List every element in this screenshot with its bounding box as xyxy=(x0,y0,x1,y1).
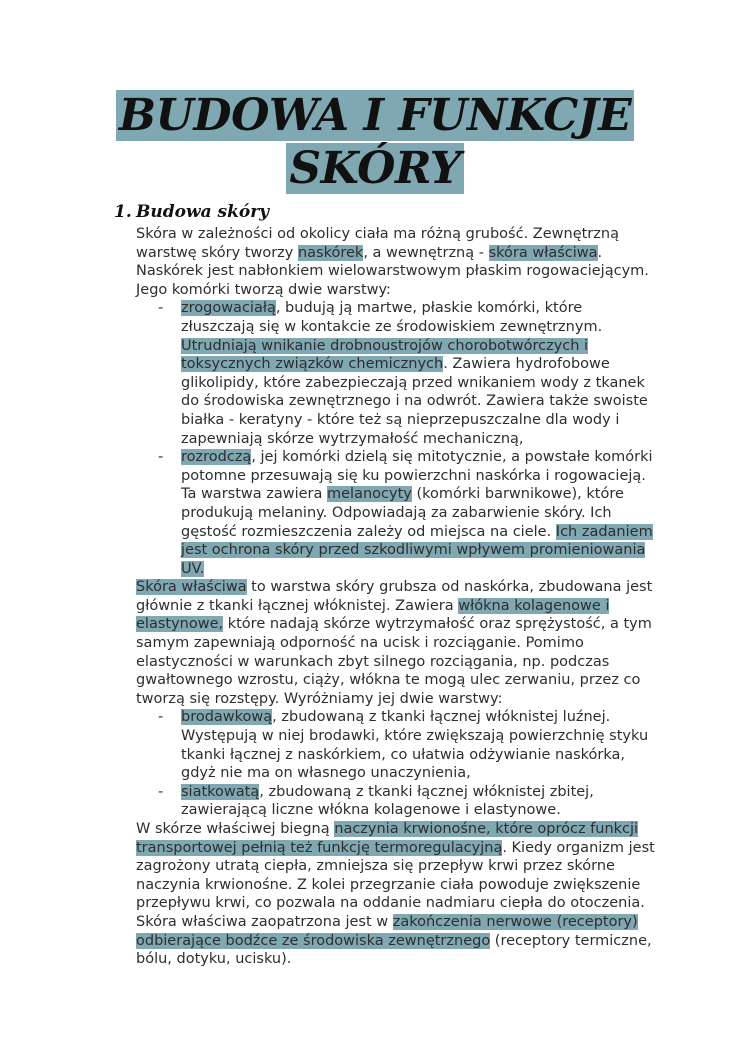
highlight: siatkowatą xyxy=(181,783,260,800)
text-run: Skóra w zależności od okolicy ciała ma różną grubość. Zewnętrzną warstwę skóry tworzy xyxy=(136,226,619,261)
paragraph-naczynia xyxy=(136,820,660,969)
bullet-dash: - xyxy=(158,449,164,466)
text-run: (receptory termiczne, bólu, dotyku, ucisku). xyxy=(136,932,652,968)
highlight: naczynia krwionośne, które oprócz funkcji transportowej pełnią też funkcję termoregulacyjną xyxy=(136,821,639,856)
paragraph-skora-wlasciwa xyxy=(136,578,660,708)
text-run: . Kiedy organizm jest zagrożony utratą ciepła, zmniejsza się przepływ krwi przez skórne naczynia krwionośne. Z kolei przegrzanie ciała powoduje zwiększenie przepływu krwi, co pozwala na oddanie nadmiaru ciepła do otoczenia. Skóra właściwa zaopatrzona jest w xyxy=(136,839,655,930)
highlight: zakończenia nerwowe (receptory) odbierające bodźce ze środowiska zewnętrznego xyxy=(136,913,638,949)
text-run: , zbudowaną z tkanki łącznej włóknistej luźnej. Występują w niej brodawki, które zwiększają powierzchnię styku tkanki łącznej z naskórkiem, co ułatwia odżywianie naskórka, gdyż nie ma on własnego unaczynienia, xyxy=(181,709,649,782)
document-body xyxy=(136,225,660,969)
highlight: włókna kolagenowe i elastynowe, xyxy=(136,597,610,633)
bullet-dash: - xyxy=(158,783,164,800)
list-item-siatkowata xyxy=(136,783,660,820)
highlight: melanocyty xyxy=(327,486,412,503)
bullet-dash: - xyxy=(158,709,164,726)
title-text-1: BUDOWA I FUNKCJE xyxy=(116,90,634,141)
highlight: brodawkową xyxy=(181,709,273,726)
title-text-2: SKÓRY xyxy=(286,143,463,194)
section-number: 1. xyxy=(114,202,132,222)
text-run: , budują ją martwe, płaskie komórki, które złuszczają się w kontakcie ze środowiskiem zewnętrznym. xyxy=(181,300,603,335)
title-line-1 xyxy=(0,91,750,141)
text-run: , a wewnętrzną - xyxy=(363,244,489,261)
highlight: rozrodczą xyxy=(181,449,252,466)
highlight: Utrudniają wnikanie drobnoustrojów chorobotwórczych i toksycznych związków chemicznych xyxy=(181,337,589,373)
list-item-rozrodcza xyxy=(136,448,660,578)
highlight: Skóra właściwa xyxy=(136,579,247,596)
text-run: . Zawiera hydrofobowe glikolipidy, które zabezpieczają przed wnikaniem wody z tkanek do środowiska zewnętrznego i na odwrót. Zawiera także swoiste białka - keratyny - które też są nieprzepuszczalne dla wody i zapewniają skórze wytrzymałość mechaniczną, xyxy=(181,356,648,447)
text-run: to warstwa skóry grubsza od naskórka, zbudowana jest głównie z tkanki łącznej włóknistej. Zawiera xyxy=(136,579,653,614)
text-run: (komórki barwnikowe), które produkują melaniny. Odpowiadają za zabarwienie skóry. Ich gęstość rozmieszczenia zależy od miejsca na ciele. xyxy=(181,486,624,540)
text-run: . Naskórek jest nabłonkiem wielowarstwowym płaskim rogowaciejącym. Jego komórki tworzą dwie warstwy: xyxy=(136,244,649,298)
text-run: W skórze właściwej biegną xyxy=(136,821,335,837)
paragraph-intro xyxy=(136,225,660,299)
list-item-brodawkowa xyxy=(136,708,660,782)
title-line-2 xyxy=(0,144,750,194)
bullet-dash: - xyxy=(158,300,164,317)
text-run: które nadają skórze wytrzymałość oraz sprężystość, a tym samym zapewniają odporność na ucisk i rozciąganie. Pomimo elastyczności w warunkach zbyt silnego rozciągania, np. podczas gwałtownego wzrostu, ciąży, włókna te mogą ulec zerwaniu, przez co tworzą się rozstępy. Wyróżniamy jej dwie warstwy: xyxy=(136,616,652,707)
highlight: naskórek xyxy=(297,244,364,261)
text-run: , jej komórki dzielą się mitotycznie, a powstałe komórki potomne przesuwają się ku powierzchni naskórka i rogowacieją. Ta warstwa zawiera xyxy=(181,449,653,503)
text-run: , zbudowaną z tkanki łącznej włóknistej zbitej, zawierającą liczne włókna kolagenowe i elastynowe. xyxy=(181,783,594,819)
highlight: zrogowaciałą xyxy=(181,300,276,317)
section-heading xyxy=(114,200,269,224)
highlight: skóra właściwa xyxy=(488,244,598,261)
highlight: Ich zadaniem jest ochrona skóry przed szkodliwymi wpływem promieniowania UV. xyxy=(181,523,653,577)
section-title: Budowa skóry xyxy=(136,202,270,222)
list-item-zrogowaciala xyxy=(136,299,660,448)
